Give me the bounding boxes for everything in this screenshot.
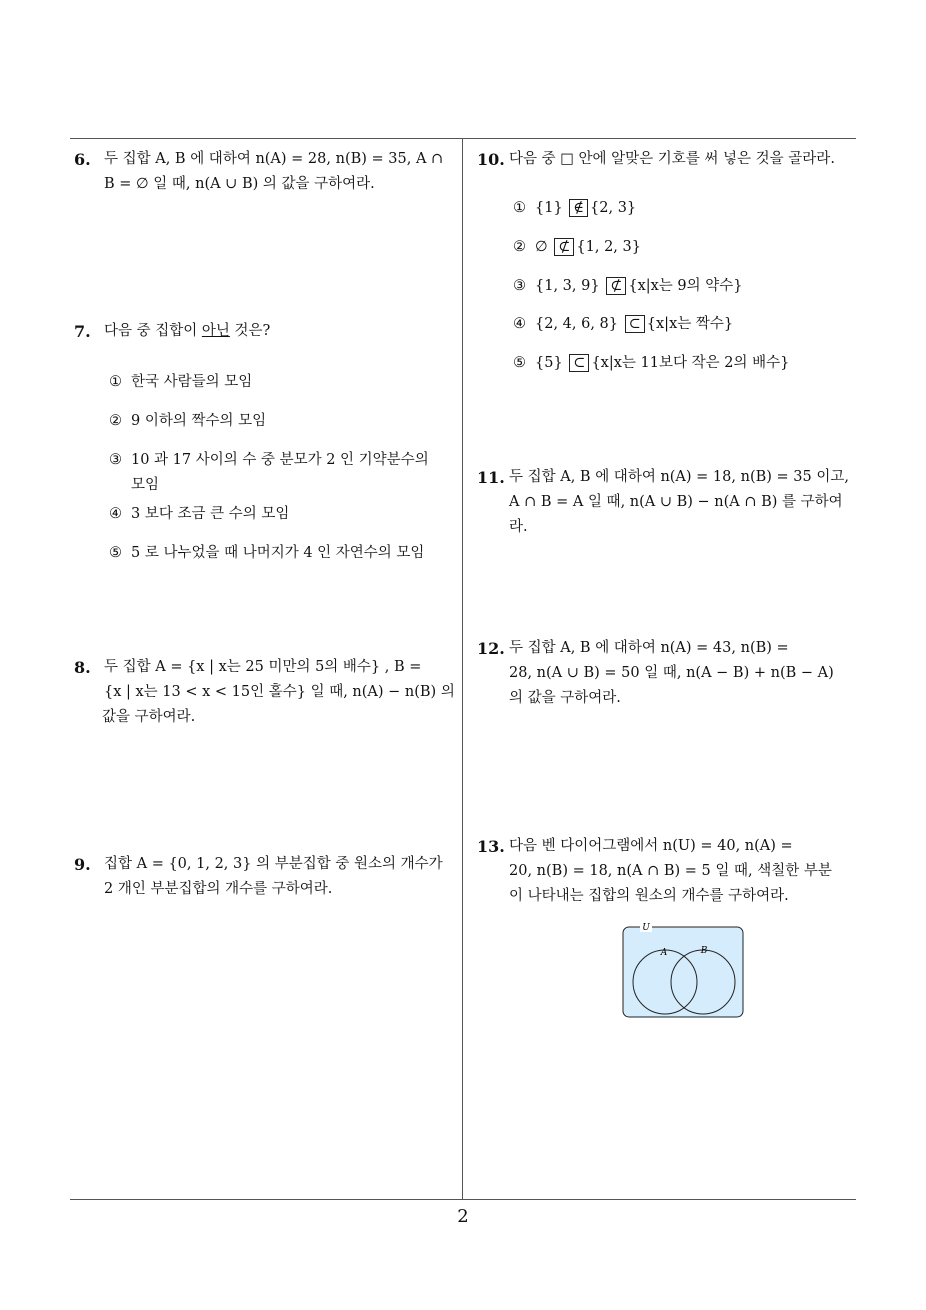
- question-text: [104, 147, 456, 197]
- choice-marker: ③: [513, 278, 526, 294]
- choice-marker: ③: [109, 452, 122, 468]
- choice-right-set: {x|x는 9의 약수}: [628, 278, 743, 294]
- symbol-box: ⊂: [569, 354, 589, 372]
- question-number: 7.: [74, 322, 91, 341]
- question-text: [509, 147, 854, 172]
- symbol-box: ⊂: [625, 315, 645, 333]
- choice-2[interactable]: [109, 409, 266, 434]
- choice-left-set: {1}: [535, 200, 563, 216]
- question-line: {x | x는 13 < x < 15인 홀수} 일 때, n(A) − n(B) 의: [104, 684, 455, 700]
- question-stem: 다음 중 집합이: [104, 323, 202, 339]
- choice-text: 9 이하의 짝수의 모임: [131, 413, 267, 429]
- page-number: 2: [457, 1206, 469, 1227]
- choice-right-set: {1, 2, 3}: [576, 239, 641, 255]
- choice-marker: ④: [513, 316, 526, 332]
- column-divider: [462, 138, 463, 1200]
- question-number: 9.: [74, 855, 91, 874]
- question-number: 11.: [477, 468, 505, 487]
- choice-left-set: {5}: [535, 355, 563, 371]
- question-line: 28, n(A ∪ B) = 50 일 때, n(A − B) + n(B − A): [509, 665, 834, 681]
- question-text: [104, 655, 456, 730]
- question-line: 2 개인 부분집합의 개수를 구하여라.: [104, 881, 333, 897]
- choice-text: 3 보다 조금 큰 수의 모임: [131, 506, 290, 522]
- choice-1[interactable]: [109, 370, 252, 395]
- choice-marker: ①: [109, 374, 122, 390]
- choice-left-set: ∅: [535, 239, 548, 255]
- choice-marker: ⑤: [109, 545, 122, 561]
- choice-right-set: {x|x는 11보다 작은 2의 배수}: [591, 355, 790, 371]
- set-a-label: A: [660, 948, 668, 958]
- question-line: 두 집합 A, B 에 대하여 n(A) = 43, n(B) =: [509, 640, 789, 656]
- choice-4[interactable]: [513, 312, 733, 337]
- choice-right-set: {2, 3}: [590, 200, 637, 216]
- choice-text: 10 과 17 사이의 수 중 분모가 2 인 기약분수의: [131, 452, 429, 468]
- question-text: [104, 852, 456, 902]
- choice-right-set: {x|x는 짝수}: [646, 316, 734, 332]
- choice-marker: ①: [513, 200, 526, 216]
- choice-marker: ④: [109, 506, 122, 522]
- choice-4[interactable]: [109, 502, 289, 527]
- underlined-word: 아닌: [201, 323, 230, 339]
- question-text: [104, 319, 456, 344]
- set-b-label: B: [700, 946, 708, 956]
- symbol-box: ⊄: [606, 277, 626, 295]
- question-line: 두 집합 A = {x | x는 25 미만의 5의 배수} , B =: [104, 659, 422, 675]
- question-line: 다음 벤 다이어그램에서 n(U) = 40, n(A) =: [509, 838, 793, 854]
- choice-left-set: {1, 3, 9}: [535, 278, 600, 294]
- question-line: 두 집합 A, B 에 대하여 n(A) = 28, n(B) = 35, A ∩: [104, 151, 444, 167]
- question-line: 의 값을 구하여라.: [509, 690, 621, 706]
- question-line: 20, n(B) = 18, n(A ∩ B) = 5 일 때, 색칠한 부분: [509, 863, 832, 879]
- choice-5[interactable]: [513, 351, 789, 376]
- top-rule: [70, 138, 856, 139]
- question-line: B = ∅ 일 때, n(A ∪ B) 의 값을 구하여라.: [104, 176, 375, 192]
- question-line: A ∩ B = A 일 때, n(A ∪ B) − n(A ∩ B) 를 구하여라.: [509, 494, 843, 535]
- choice-text: 5 로 나누었을 때 나머지가 4 인 자연수의 모임: [131, 545, 425, 561]
- question-number: 12.: [477, 639, 505, 658]
- choice-marker: ②: [109, 413, 122, 429]
- question-number: 8.: [74, 658, 91, 677]
- question-number: 10.: [477, 150, 505, 169]
- choice-marker: ⑤: [513, 355, 526, 371]
- symbol-box: ∉: [569, 199, 588, 217]
- question-line: 두 집합 A, B 에 대하여 n(A) = 18, n(B) = 35 이고,: [509, 469, 849, 485]
- question-line: 이 나타내는 집합의 원소의 개수를 구하여라.: [509, 888, 789, 904]
- question-stem: 것은?: [229, 323, 271, 339]
- choice-1[interactable]: [513, 196, 636, 221]
- bottom-rule: [70, 1199, 856, 1200]
- venn-diagram: [622, 923, 744, 1020]
- choice-5[interactable]: [109, 541, 424, 566]
- question-stem: 다음 중 □ 안에 알맞은 기호를 써 넣은 것을 골라라.: [509, 151, 835, 167]
- choice-3[interactable]: [109, 448, 429, 498]
- symbol-box: ⊄: [554, 238, 574, 256]
- universe-label: U: [642, 923, 650, 933]
- question-text: [509, 834, 854, 909]
- choice-text-continued: 모임: [131, 477, 160, 493]
- question-text: [509, 636, 854, 711]
- choice-left-set: {2, 4, 6, 8}: [535, 316, 619, 332]
- choice-text: 한국 사람들의 모임: [131, 374, 253, 390]
- question-number: 13.: [477, 837, 505, 856]
- question-text: [509, 465, 854, 540]
- choice-marker: ②: [513, 239, 526, 255]
- question-line: 집합 A = {0, 1, 2, 3} 의 부분집합 중 원소의 개수가: [104, 856, 443, 872]
- question-number: 6.: [74, 150, 91, 169]
- choice-2[interactable]: [513, 235, 641, 260]
- choice-3[interactable]: [513, 274, 743, 299]
- question-line: 값을 구하여라.: [102, 709, 196, 725]
